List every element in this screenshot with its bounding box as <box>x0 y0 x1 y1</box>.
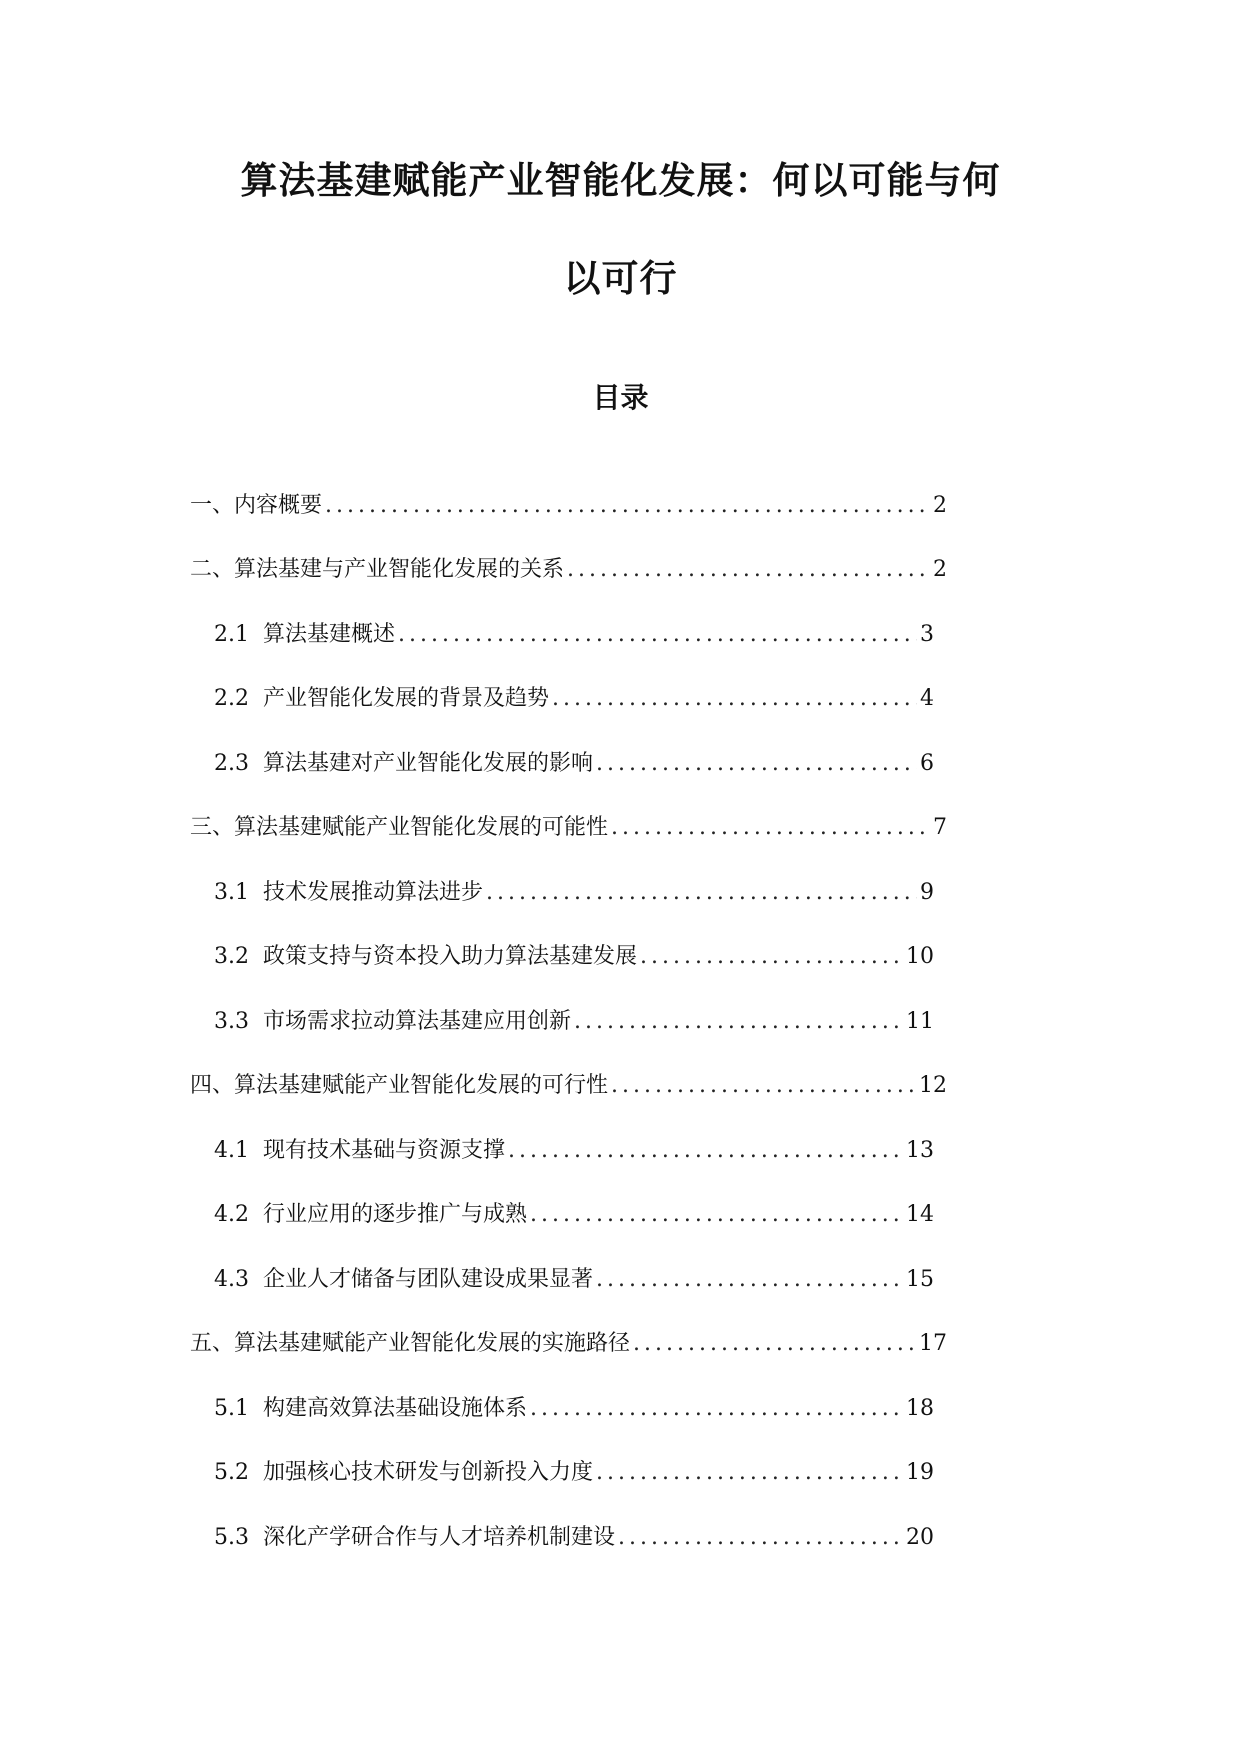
toc-page-number: 20 <box>906 1525 934 1550</box>
toc-entry[interactable] <box>214 1383 934 1423</box>
toc-entry-text <box>214 750 593 778</box>
toc-entry-text <box>214 1524 615 1552</box>
toc-entry-title: 技术发展推动算法进步 <box>263 880 484 905</box>
toc-entry-text <box>214 1008 571 1036</box>
toc-entry[interactable] <box>190 802 947 842</box>
toc-entry[interactable] <box>190 1060 947 1100</box>
toc-entry-title: 算法基建对产业智能化发展的影响 <box>263 751 594 776</box>
toc-entry-text <box>214 1201 527 1229</box>
toc-entry-title: 深化产学研合作与人才培养机制建设 <box>263 1525 616 1550</box>
toc-entry-title: 市场需求拉动算法基建应用创新 <box>263 1009 572 1034</box>
toc-entry[interactable] <box>214 867 934 907</box>
toc-entry[interactable] <box>214 673 934 713</box>
toc-entry[interactable] <box>214 738 934 778</box>
toc-page-number: 17 <box>919 1331 947 1356</box>
toc-entry-number: 4.1 <box>214 1138 249 1163</box>
toc-page-number: 6 <box>920 751 934 776</box>
toc-page-number: 11 <box>906 1009 934 1034</box>
toc-dot-leader <box>596 1459 903 1487</box>
toc-entry-number: 3.1 <box>214 880 249 905</box>
toc-entry-text: 五、算法基建赋能产业智能化发展的实施路径 <box>190 1331 631 1356</box>
toc-entry-text <box>214 1137 505 1165</box>
toc-page-number: 2 <box>933 557 947 582</box>
toc-entry-title: 产业智能化发展的背景及趋势 <box>263 686 550 711</box>
toc-entry[interactable] <box>214 996 934 1036</box>
toc-page-number: 12 <box>919 1073 947 1098</box>
toc-entry[interactable] <box>214 609 934 649</box>
toc-entry-text: 二、算法基建与产业智能化发展的关系 <box>190 557 565 582</box>
toc-entry-title: 加强核心技术研发与创新投入力度 <box>263 1460 594 1485</box>
toc-page-number: 19 <box>906 1460 934 1485</box>
toc-entry-text: 三、算法基建赋能产业智能化发展的可能性 <box>190 815 609 840</box>
toc-page-number: 15 <box>906 1267 934 1292</box>
document-title-line-1: 算法基建赋能产业智能化发展：何以可能与何 <box>240 159 1001 202</box>
toc-entry-title: 算法基建概述 <box>263 622 396 647</box>
toc-dot-leader <box>618 1524 903 1552</box>
toc-dot-leader <box>640 943 903 971</box>
toc-entry-text <box>214 621 395 649</box>
toc-entry-title: 构建高效算法基础设施体系 <box>263 1396 528 1421</box>
toc-page-number: 3 <box>920 622 934 647</box>
toc-entry-text <box>214 685 549 713</box>
toc-entry-number: 2.3 <box>214 751 249 776</box>
toc-entry-number: 4.3 <box>214 1267 249 1292</box>
toc-entry-text <box>214 943 637 971</box>
toc-dot-leader <box>530 1201 903 1229</box>
toc-entry-title: 企业人才储备与团队建设成果显著 <box>263 1267 594 1292</box>
toc-entry-text <box>214 1459 593 1487</box>
toc-entry-number: 3.3 <box>214 1009 249 1034</box>
toc-entry[interactable] <box>214 931 934 971</box>
toc-page-number: 10 <box>906 944 934 969</box>
toc-dot-leader <box>530 1395 903 1423</box>
toc-page-number: 13 <box>906 1138 934 1163</box>
toc-dot-leader <box>486 879 917 907</box>
toc-entry[interactable] <box>190 544 947 584</box>
toc-dot-leader <box>325 492 930 520</box>
toc-entry-number: 5.2 <box>214 1460 249 1485</box>
toc-entry-number: 5.3 <box>214 1525 249 1550</box>
toc-dot-leader <box>633 1330 916 1358</box>
toc-entry-text <box>214 879 483 907</box>
toc-page-number: 14 <box>906 1202 934 1227</box>
toc-dot-leader <box>567 556 930 584</box>
document-title-line-2: 以可行 <box>563 257 678 300</box>
toc-entry-number: 3.2 <box>214 944 249 969</box>
toc-page-number: 4 <box>920 686 934 711</box>
toc-entry[interactable] <box>190 480 947 520</box>
toc-dot-leader <box>574 1008 903 1036</box>
toc-dot-leader <box>596 1266 903 1294</box>
toc-entry[interactable] <box>190 1318 947 1358</box>
toc-entry-number: 2.1 <box>214 622 249 647</box>
toc-entry[interactable] <box>214 1254 934 1294</box>
toc-entry-text: 一、内容概要 <box>190 493 323 518</box>
toc-entry[interactable] <box>214 1512 934 1552</box>
toc-dot-leader <box>552 685 917 713</box>
toc-entry-title: 现有技术基础与资源支撑 <box>263 1138 506 1163</box>
toc-entry[interactable] <box>214 1125 934 1165</box>
toc-entry-number: 5.1 <box>214 1396 249 1421</box>
toc-dot-leader <box>611 1072 916 1100</box>
toc-entry-text: 四、算法基建赋能产业智能化发展的可行性 <box>190 1073 609 1098</box>
toc-dot-leader <box>398 621 917 649</box>
toc-entry-number: 2.2 <box>214 686 249 711</box>
toc-entry[interactable] <box>214 1447 934 1487</box>
toc-dot-leader <box>611 814 930 842</box>
toc-heading: 目录 <box>592 381 649 414</box>
toc-page-number: 2 <box>933 493 947 518</box>
toc-entry[interactable] <box>214 1189 934 1229</box>
toc-page-number: 18 <box>906 1396 934 1421</box>
toc-page-number: 9 <box>920 880 934 905</box>
toc-entry-text <box>214 1266 593 1294</box>
toc-page-number: 7 <box>933 815 947 840</box>
toc-dot-leader <box>508 1137 903 1165</box>
toc-dot-leader <box>596 750 917 778</box>
toc-entry-title: 政策支持与资本投入助力算法基建发展 <box>263 944 638 969</box>
toc-entry-title: 行业应用的逐步推广与成熟 <box>263 1202 528 1227</box>
toc-entry-number: 4.2 <box>214 1202 249 1227</box>
toc-entry-text <box>214 1395 527 1423</box>
